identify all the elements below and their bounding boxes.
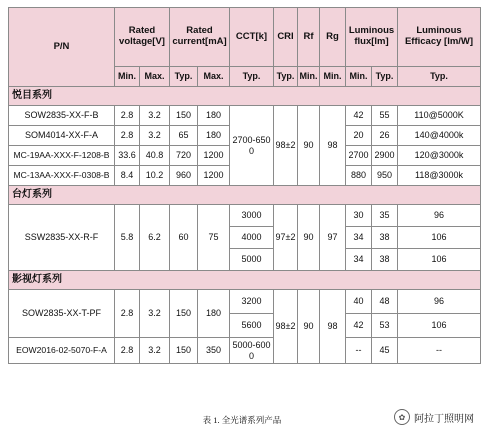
current-typ: 65 <box>170 126 198 146</box>
part-number: SOW2835-XX-T-PF <box>9 290 115 338</box>
header-rf: Rf <box>298 8 320 67</box>
flux-typ: 35 <box>372 205 398 227</box>
voltage-max: 3.2 <box>140 126 170 146</box>
cri-value: 98±2 <box>274 290 298 364</box>
current-typ: 960 <box>170 166 198 186</box>
watermark-text: 阿拉丁照明网 <box>414 413 474 425</box>
efficacy: 118@3000k <box>398 166 481 186</box>
current-max: 350 <box>198 338 230 364</box>
header-cri: CRI <box>274 8 298 67</box>
header-cct: CCT[k] <box>230 8 274 67</box>
current-typ: 150 <box>170 290 198 338</box>
part-number: EOW2016-02-5070-F-A <box>9 338 115 364</box>
wechat-icon: ✿ <box>394 409 410 425</box>
current-max: 180 <box>198 290 230 338</box>
current-max: 180 <box>198 126 230 146</box>
voltage-max: 3.2 <box>140 338 170 364</box>
cct-value: 5600 <box>230 314 274 338</box>
flux-typ: 53 <box>372 314 398 338</box>
current-typ: 150 <box>170 338 198 364</box>
sub-cct-typ: Typ. <box>230 67 274 87</box>
current-typ: 150 <box>170 106 198 126</box>
flux-min: 880 <box>346 166 372 186</box>
header-luminous-flux: Luminous flux[lm] <box>346 8 398 67</box>
flux-min: 42 <box>346 314 372 338</box>
sub-flux-min: Min. <box>346 67 372 87</box>
flux-typ: 950 <box>372 166 398 186</box>
header-rated-voltage: Rated voltage[V] <box>115 8 170 67</box>
flux-min: 30 <box>346 205 372 227</box>
rf-value: 90 <box>298 290 320 364</box>
current-typ: 60 <box>170 205 198 271</box>
sub-cri-typ: Typ. <box>274 67 298 87</box>
cri-value: 98±2 <box>274 106 298 186</box>
rg-value: 98 <box>320 106 346 186</box>
cct-value: 3200 <box>230 290 274 314</box>
voltage-min: 2.8 <box>115 126 140 146</box>
sub-current-max: Max. <box>198 67 230 87</box>
rf-value: 90 <box>298 205 320 271</box>
voltage-min: 2.8 <box>115 106 140 126</box>
voltage-max: 3.2 <box>140 106 170 126</box>
flux-min: 20 <box>346 126 372 146</box>
header-rated-current: Rated current[mA] <box>170 8 230 67</box>
flux-typ: 48 <box>372 290 398 314</box>
cct-value: 3000 <box>230 205 274 227</box>
part-number: SOW2835-XX-F-B <box>9 106 115 126</box>
sub-efficacy-typ: Typ. <box>398 67 481 87</box>
sub-rg-min: Min. <box>320 67 346 87</box>
voltage-min: 5.8 <box>115 205 140 271</box>
efficacy: 106 <box>398 227 481 249</box>
cct-value: 5000-6000 <box>230 338 274 364</box>
voltage-min: 2.8 <box>115 290 140 338</box>
section-title: 影视灯系列 <box>9 271 481 290</box>
efficacy: 120@3000k <box>398 146 481 166</box>
cct-value: 2700-6500 <box>230 106 274 186</box>
cct-value: 4000 <box>230 227 274 249</box>
efficacy: 106 <box>398 314 481 338</box>
current-max: 1200 <box>198 146 230 166</box>
cct-value: 5000 <box>230 249 274 271</box>
flux-typ: 45 <box>372 338 398 364</box>
rf-value: 90 <box>298 106 320 186</box>
sub-voltage-min: Min. <box>115 67 140 87</box>
part-number: MC-19AA-XXX-F-1208-B <box>9 146 115 166</box>
header-luminous-efficacy: Luminous Efficacy [lm/W] <box>398 8 481 67</box>
spec-table <box>8 7 481 364</box>
flux-min: 34 <box>346 227 372 249</box>
efficacy: 110@5000K <box>398 106 481 126</box>
rg-value: 97 <box>320 205 346 271</box>
flux-typ: 38 <box>372 249 398 271</box>
flux-min: 40 <box>346 290 372 314</box>
voltage-min: 8.4 <box>115 166 140 186</box>
flux-typ: 2900 <box>372 146 398 166</box>
flux-typ: 26 <box>372 126 398 146</box>
voltage-max: 6.2 <box>140 205 170 271</box>
part-number: SSW2835-XX-R-F <box>9 205 115 271</box>
current-max: 180 <box>198 106 230 126</box>
rg-value: 98 <box>320 290 346 364</box>
voltage-max: 3.2 <box>140 290 170 338</box>
flux-min: 2700 <box>346 146 372 166</box>
efficacy: 106 <box>398 249 481 271</box>
flux-min: 42 <box>346 106 372 126</box>
current-max: 1200 <box>198 166 230 186</box>
flux-typ: 38 <box>372 227 398 249</box>
current-max: 75 <box>198 205 230 271</box>
flux-typ: 55 <box>372 106 398 126</box>
section-title: 台灯系列 <box>9 186 481 205</box>
efficacy: 96 <box>398 290 481 314</box>
sub-flux-typ: Typ. <box>372 67 398 87</box>
sub-rf-min: Min. <box>298 67 320 87</box>
table-caption: 表 1. 全光谱系列产品 <box>202 415 282 425</box>
voltage-min: 2.8 <box>115 338 140 364</box>
header-rg: Rg <box>320 8 346 67</box>
part-number: SOM4014-XX-F-A <box>9 126 115 146</box>
efficacy: 96 <box>398 205 481 227</box>
sub-voltage-max: Max. <box>140 67 170 87</box>
efficacy: -- <box>398 338 481 364</box>
flux-min: -- <box>346 338 372 364</box>
flux-min: 34 <box>346 249 372 271</box>
voltage-min: 33.6 <box>115 146 140 166</box>
part-number: MC-13AA-XXX-F-0308-B <box>9 166 115 186</box>
efficacy: 140@4000k <box>398 126 481 146</box>
current-typ: 720 <box>170 146 198 166</box>
voltage-max: 10.2 <box>140 166 170 186</box>
header-pn: P/N <box>9 8 115 87</box>
cri-value: 97±2 <box>274 205 298 271</box>
section-title: 悦目系列 <box>9 87 481 106</box>
voltage-max: 40.8 <box>140 146 170 166</box>
watermark <box>394 409 474 425</box>
sub-current-typ: Typ. <box>170 67 198 87</box>
